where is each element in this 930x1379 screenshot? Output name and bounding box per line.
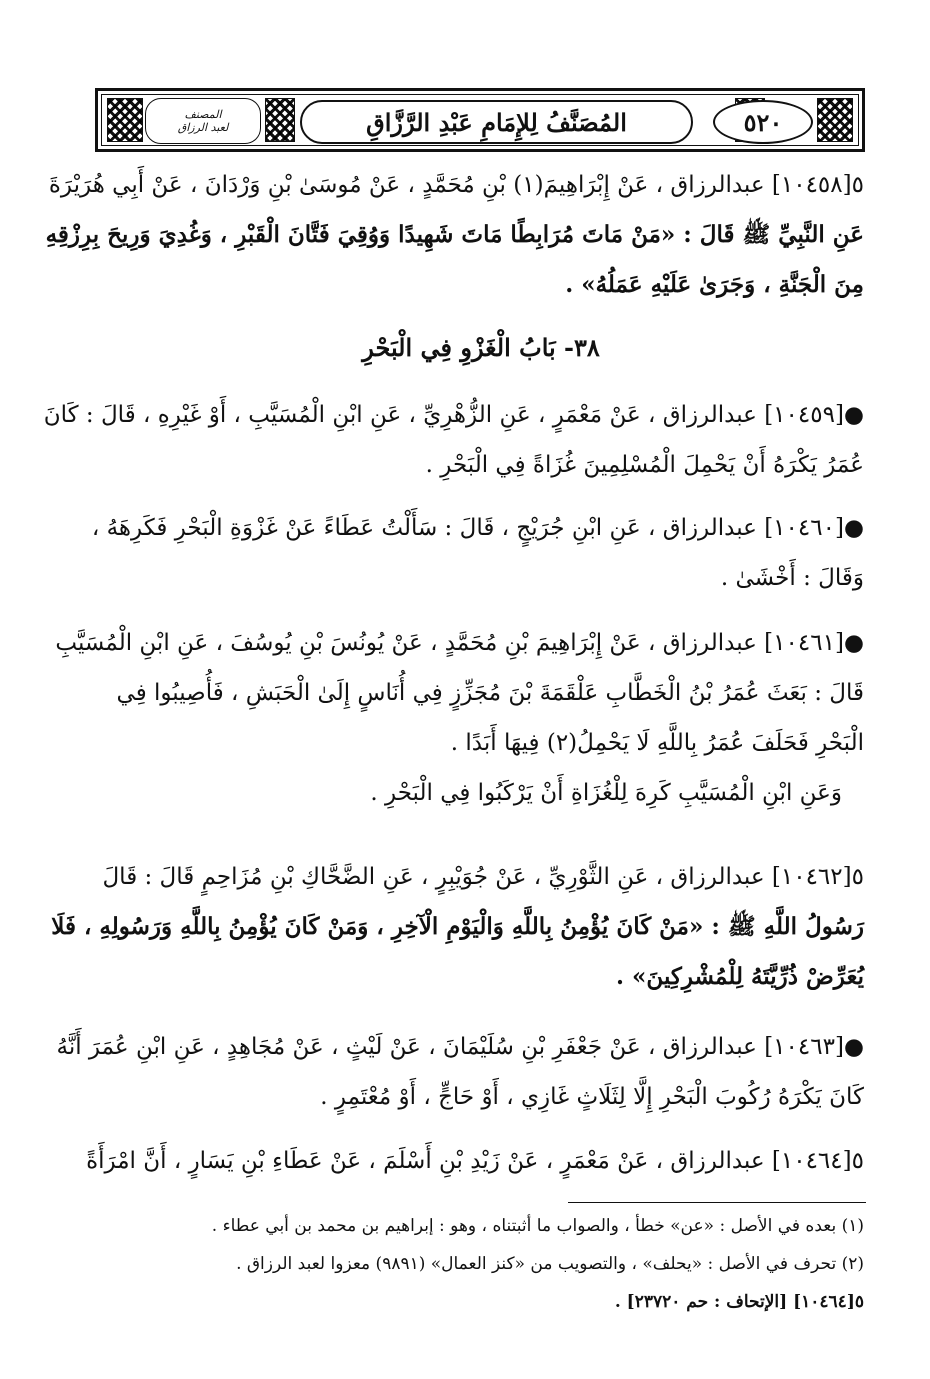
page-header (95, 88, 865, 152)
text-line: ●[١٠٤٥٩] عبدالرزاق ، عَنْ مَعْمَرٍ ، عَنِ الزُّهْرِيِّ ، عَنِ ابْنِ الْمُسَيَّبِ ، أَوْ غَيْرِهِ ، قَالَ : كَانَ (43, 402, 864, 428)
ornament-left-icon (107, 98, 143, 142)
text-line: ●[١٠٤٦٠] عبدالرزاق ، عَنِ ابْنِ جُرَيْجٍ ، قَالَ : سَأَلْتُ عَطَاءً عَنْ غَزْوَةِ الْبَحْرِ فَكَرِهَهُ ، (91, 515, 864, 541)
hadith-entry-10462 (51, 852, 864, 1002)
hadith-entry-10458 (45, 160, 864, 310)
hadith-entry-10461 (55, 618, 864, 818)
page-number: ٥٢٠ (713, 100, 813, 144)
footnote-reference: ٥[١٠٤٦٤] [الإتحاف : حم ٢٣٧٢٠] . (614, 1292, 864, 1312)
text-line: وَعَنِ ابْنِ الْمُسَيَّبِ كَرِهَ لِلْغُزَاةِ أَنْ يَرْكَبُوا فِي الْبَحْرِ . (370, 780, 842, 806)
hadith-entry-10463 (56, 1022, 864, 1122)
ornament-right-icon (817, 98, 853, 142)
footnote-separator (568, 1202, 866, 1203)
running-title: المُصَنَّفُ لِلإِمَامِ عَبْدِ الرَّزَّاقِ (300, 100, 693, 144)
hadith-entry-10464 (86, 1136, 864, 1186)
text-line: ٥[١٠٤٦٢] عبدالرزاق ، عَنِ الثَّوْرِيِّ ، عَنْ جُوَيْبِرٍ ، عَنِ الضَّحَّاكِ بْنِ مُزَاحِمٍ قَالَ : قَالَ (102, 864, 864, 890)
hadith-entry-10460 (91, 503, 864, 603)
hadith-entry-10459 (43, 390, 864, 490)
text-line: عُمَرُ يَكْرَهُ أَنْ يَحْمِلَ الْمُسْلِمِينَ غُزَاةً فِي الْبَحْرِ . (425, 452, 864, 478)
text-line: مِنَ الْجَنَّةِ ، وَجَرَىٰ عَلَيْهِ عَمَلُهُ» . (565, 271, 864, 298)
logo-line1: المصنف (184, 108, 222, 121)
footnote-1: (١) بعده في الأصل : «عن» خطأ ، والصواب ما أثبتناه ، وهو : إبراهيم بن محمد بن أبي عطاء . (211, 1216, 864, 1236)
text-line: قَالَ : بَعَثَ عُمَرُ بْنُ الْخَطَّابِ عَلْقَمَةَ بْنَ مُجَزِّزٍ فِي أُنَاسٍ إِلَىٰ الْحَبَشِ ، فَأُصِيبُوا فِي (116, 680, 864, 706)
text-line: يُعَرِّضْ ذُرِّيَّتَهُ لِلْمُشْرِكِينَ» . (616, 963, 864, 990)
text-line: ●[١٠٤٦٣] عبدالرزاق ، عَنْ جَعْفَرِ بْنِ سُلَيْمَانَ ، عَنْ لَيْثٍ ، عَنْ مُجَاهِدٍ ، عَنِ ابْنِ عُمَرَ أَنَّهُ (56, 1034, 864, 1060)
text-line: الْبَحْرِ فَحَلَفَ عُمَرُ بِاللَّهِ لَا يَحْمِلُ(٢) فِيهَا أَبَدًا . (450, 730, 864, 756)
text-line: ●[١٠٤٦١] عبدالرزاق ، عَنْ إِبْرَاهِيمَ بْنِ مُحَمَّدٍ ، عَنْ يُونُسَ بْنِ يُوسُفَ ، عَنِ ابْنِ الْمُسَيَّبِ (55, 630, 864, 656)
text-line: عَنِ النَّبِيِّ ﷺ قَالَ : «مَنْ مَاتَ مُرَابِطًا مَاتَ شَهِيدًا وَوُقِيَ فَتَّانَ الْقَبْرِ ، وَغُدِيَ وَرِيحَ بِرِزْقِهِ (45, 221, 864, 248)
book-logo (145, 98, 261, 144)
text-line: وَقَالَ : أَخْشَىٰ . (720, 565, 864, 591)
chapter-heading: ٣٨- بَابُ الْغَزْوِ فِي الْبَحْرِ (362, 333, 600, 362)
text-line: رَسُولُ اللَّهِ ﷺ : «مَنْ كَانَ يُؤْمِنُ بِاللَّهِ وَالْيَوْمِ الْآخِرِ ، وَمَنْ كَانَ يُؤْمِنُ بِاللَّهِ وَرَسُولِهِ ، فَلَا (51, 913, 864, 940)
text-line: ٥[١٠٤٦٤] عبدالرزاق ، عَنْ مَعْمَرٍ ، عَنْ زَيْدِ بْنِ أَسْلَمَ ، عَنْ عَطَاءِ بْنِ يَسَارٍ ، أَنَّ امْرَأَةً (86, 1148, 864, 1174)
footnote-2: (٢) تحرف في الأصل : «يحلف» ، والتصويب من «كنز العمال» (٩٨٩١) معزوا لعبد الرزاق . (236, 1254, 864, 1274)
ornament-left-inner-icon (265, 98, 295, 142)
text-line: ٥[١٠٤٥٨] عبدالرزاق ، عَنْ إِبْرَاهِيمَ(١) بْنِ مُحَمَّدٍ ، عَنْ مُوسَىٰ بْنِ وَرْدَانَ ، عَنْ أَبِي هُرَيْرَةَ (48, 172, 864, 198)
logo-line2: لعبد الرزاق (177, 121, 229, 134)
text-line: كَانَ يَكْرَهُ رُكُوبَ الْبَحْرِ إِلَّا لِثَلَاثٍ غَازِي ، أَوْ حَاجٍّ ، أَوْ مُعْتَمِرٍ . (320, 1084, 864, 1110)
